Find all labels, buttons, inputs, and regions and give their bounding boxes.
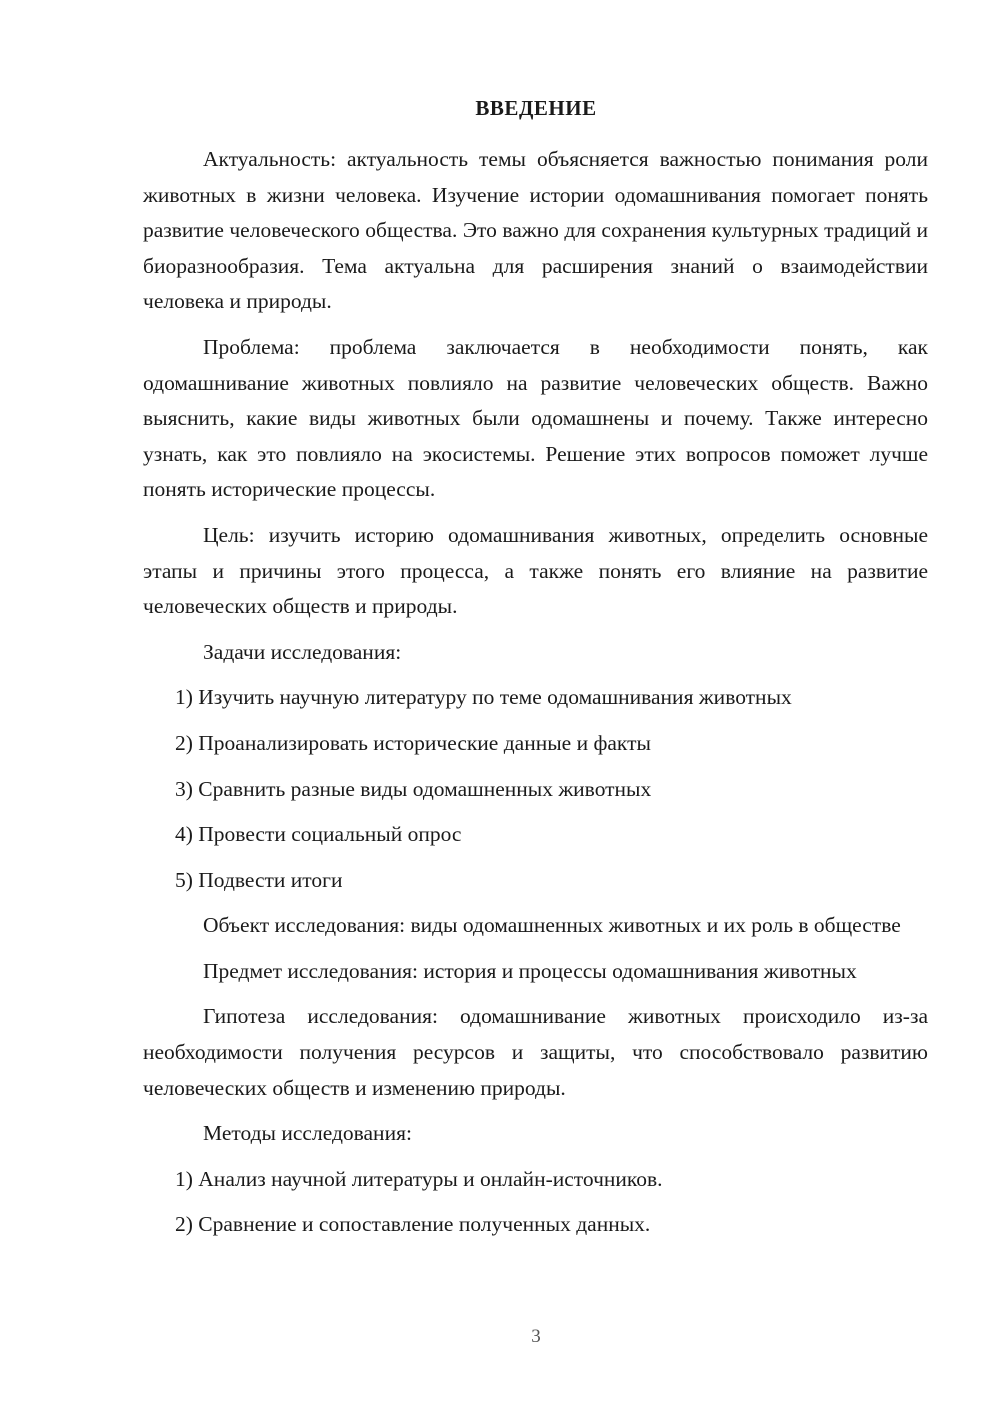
subject-paragraph: Предмет исследования: история и процессы одомашнивания животных: [203, 958, 857, 983]
goal-paragraph: Цель: изучить историю одомашнивания животных, определить основные этапы и причины этого процесса, а также понять его влияние на развитие человеческих обществ и природы.: [143, 522, 928, 619]
methods-list: [143, 1162, 928, 1243]
page-number: 3: [531, 1326, 541, 1347]
method-item: 1) Анализ научной литературы и онлайн-источников.: [175, 1166, 663, 1191]
tasks-title: Задачи исследования:: [203, 639, 402, 664]
task-item: 5) Подвести итоги: [175, 867, 343, 892]
methods-title: Методы исследования:: [203, 1121, 412, 1146]
task-item: 2) Проанализировать исторические данные и факты: [175, 730, 651, 755]
object-paragraph: Объект исследования: виды одомашненных животных и их роль в обществе: [203, 913, 901, 938]
hypothesis-paragraph: Гипотеза исследования: одомашнивание животных происходило из-за необходимости получения ресурсов и защиты, что способствовало развитию человеческих обществ и изменению природы.: [143, 1004, 928, 1100]
introduction-body: [143, 142, 928, 1253]
section-heading: ВВЕДЕНИЕ: [475, 96, 597, 120]
problem-paragraph: Проблема: проблема заключается в необходимости понять, как одомашнивание животных повлияло на развитие человеческих обществ. Важно выяснить, какие виды животных были одомашнены и почему. Также интересно узнать, как это повлияло на экосистемы. Решение этих вопросов поможет лучше понять исторические процессы.: [143, 334, 928, 502]
relevance-paragraph: Актуальность: актуальность темы объясняется важностью понимания роли животных в жизни человека. Изучение истории одомашнивания помогает понять развитие человеческого общества. Это важно для сохранения культурных традиций и биоразнообразия. Тема актуальна для расширения знаний о взаимодействии человека и природы.: [143, 147, 928, 314]
tasks-list: [143, 680, 928, 898]
task-item: 1) Изучить научную литературу по теме одомашнивания животных: [175, 685, 792, 710]
task-item: 3) Сравнить разные виды одомашненных животных: [175, 776, 652, 801]
task-item: 4) Провести социальный опрос: [175, 822, 462, 847]
method-item: 2) Сравнение и сопоставление полученных данных.: [175, 1212, 651, 1237]
